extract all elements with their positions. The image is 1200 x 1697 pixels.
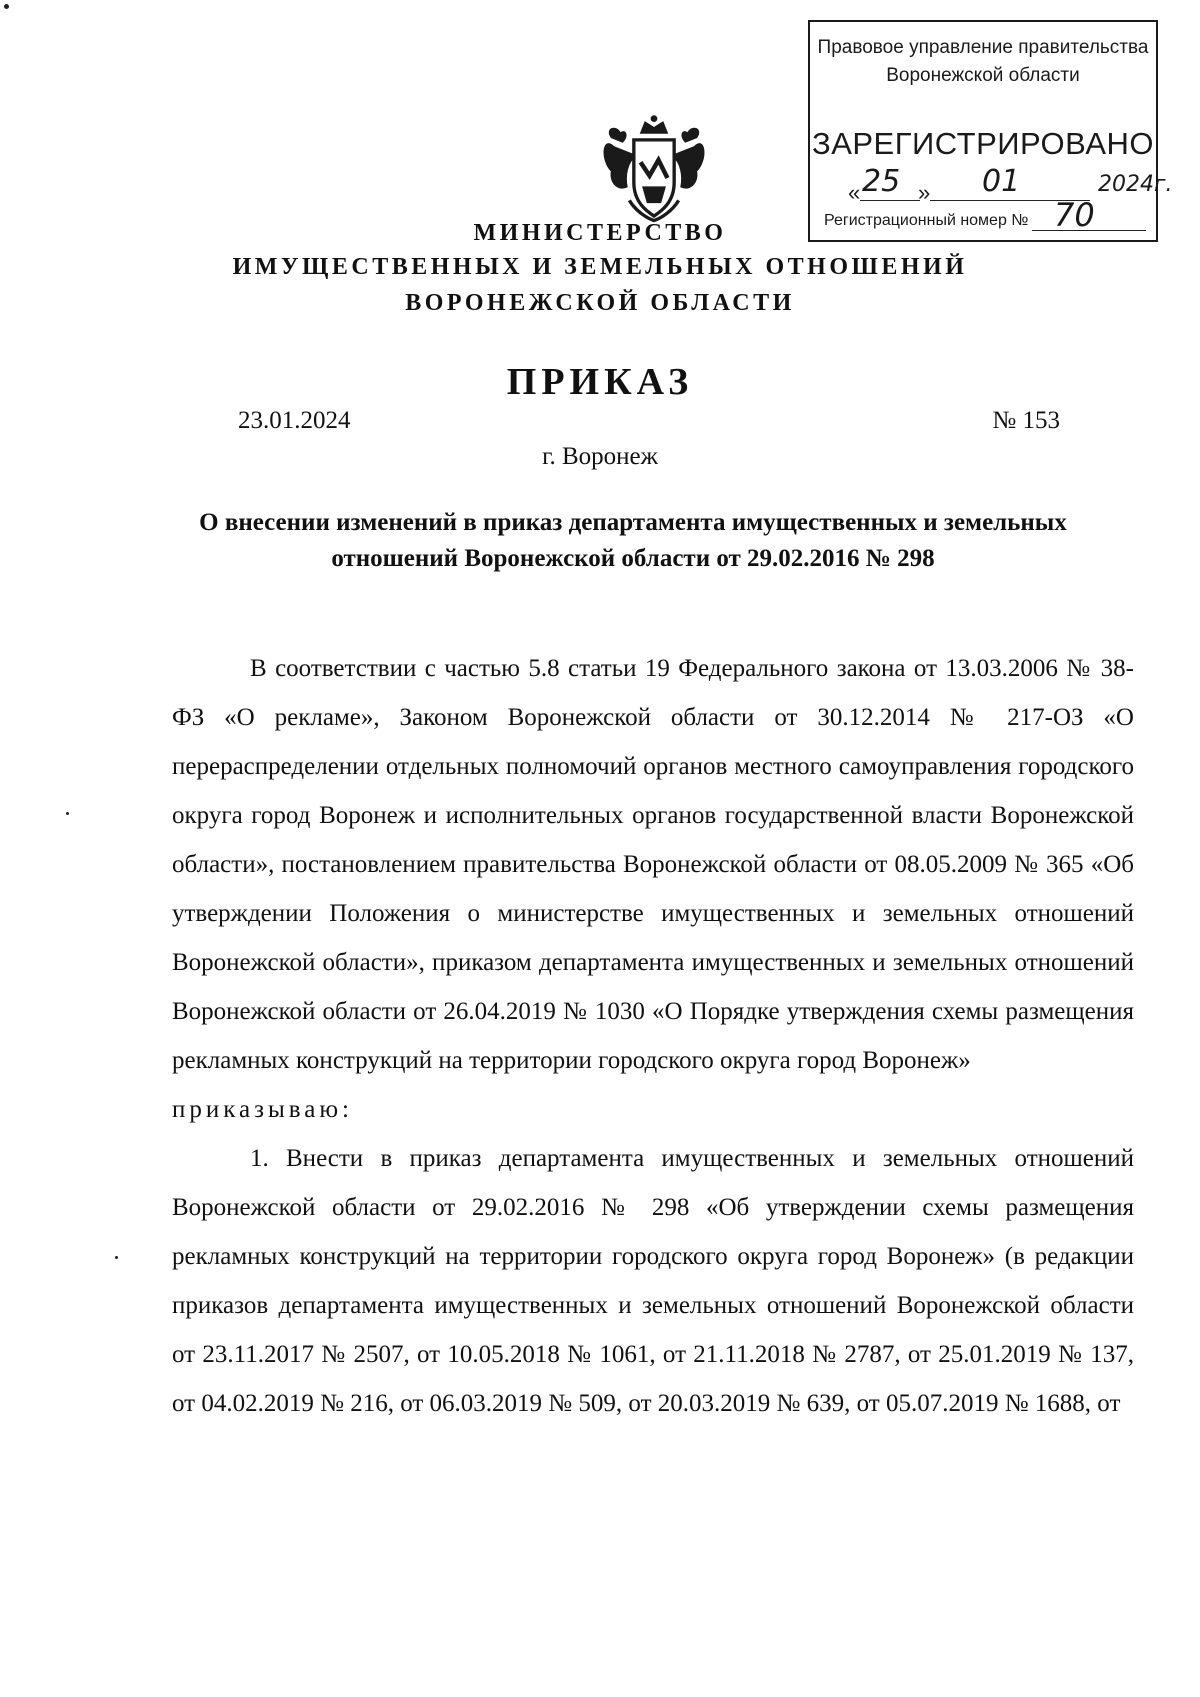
stamp-day-line	[860, 200, 920, 201]
stamp-date	[810, 164, 1173, 205]
preamble-paragraph: В соответствии с частью 5.8 статьи 19 Федерального закона от 13.03.2006 № 38-ФЗ «О рекламе», Законом Воронежской области от 30.12.2014 № 217-ОЗ «О перераспределении отдельных полномочий органов местного самоуправления городского округа город Воронеж и исполнительных органов государственной власти Воронежской области», постановлением правительства Воронежской области от 08.05.2009 № 365 «Об утверждении Положения о министерстве имущественных и земельных отношений Воронежской области», приказом департамента имущественных и земельных отношений Воронежской области от 26.04.2019 № 1030 «О Порядке утверждения схемы размещения рекламных конструкций на территории городского округа город Воронеж»	[172, 655, 1134, 1074]
scan-speck	[66, 812, 69, 815]
scan-speck	[115, 1256, 118, 1259]
ministry-header-line-2: ИМУЩЕСТВЕННЫХ И ЗЕМЕЛЬНЫХ ОТНОШЕНИЙ	[232, 254, 968, 280]
ministry-header-line-1: МИНИСТЕРСТВО	[473, 220, 727, 246]
registration-stamp	[808, 20, 1173, 242]
decree-word: приказываю:	[172, 1096, 353, 1123]
stamp-month: 01	[982, 164, 1021, 199]
order-number: № 153	[992, 407, 1060, 434]
document-body	[172, 644, 1134, 1428]
order-date: 23.01.2024	[238, 407, 351, 434]
order-city: г. Воронеж	[542, 443, 658, 470]
stamp-open-quote: «	[848, 180, 861, 205]
coat-of-arms-emblem	[598, 113, 710, 225]
stamp-reg-number: 70	[1054, 196, 1095, 234]
order-subject: О внесении изменений в приказ департамента имущественных и земельных отношений Воронежской области от 29.02.2016 № 298	[199, 509, 1067, 572]
stamp-year: 2024г.	[1098, 172, 1173, 197]
stamp-status: ЗАРЕГИСТРИРОВАНО	[811, 126, 1154, 161]
stamp-org-line-2: Воронежской области	[886, 65, 1080, 86]
stamp-reg-label: Регистрационный номер №	[824, 212, 1029, 229]
order-title: ПРИКАЗ	[506, 361, 694, 403]
scan-speck	[4, 4, 9, 9]
stamp-org-line-1: Правовое управление правительства	[817, 37, 1149, 58]
stamp-organization	[810, 34, 1156, 90]
item-1-paragraph: 1. Внести в приказ департамента имущественных и земельных отношений Воронежской области от 29.02.2016 № 298 «Об утверждении схемы размещения рекламных конструкций на территории городского округа город Воронеж» (в редакции приказов департамента имущественных и земельных отношений Воронежской области от 23.11.2017 № 2507, от 10.05.2018 № 1061, от 21.11.2018 № 2787, от 25.01.2019 № 137, от 04.02.2019 № 216, от 06.03.2019 № 509, от 20.03.2019 № 639, от 05.07.2019 № 1688, от	[172, 1145, 1134, 1417]
stamp-close-quote: »	[918, 180, 931, 205]
stamp-day: 25	[862, 164, 901, 199]
ministry-header-line-3: ВОРОНЕЖСКОЙ ОБЛАСТИ	[405, 290, 795, 316]
